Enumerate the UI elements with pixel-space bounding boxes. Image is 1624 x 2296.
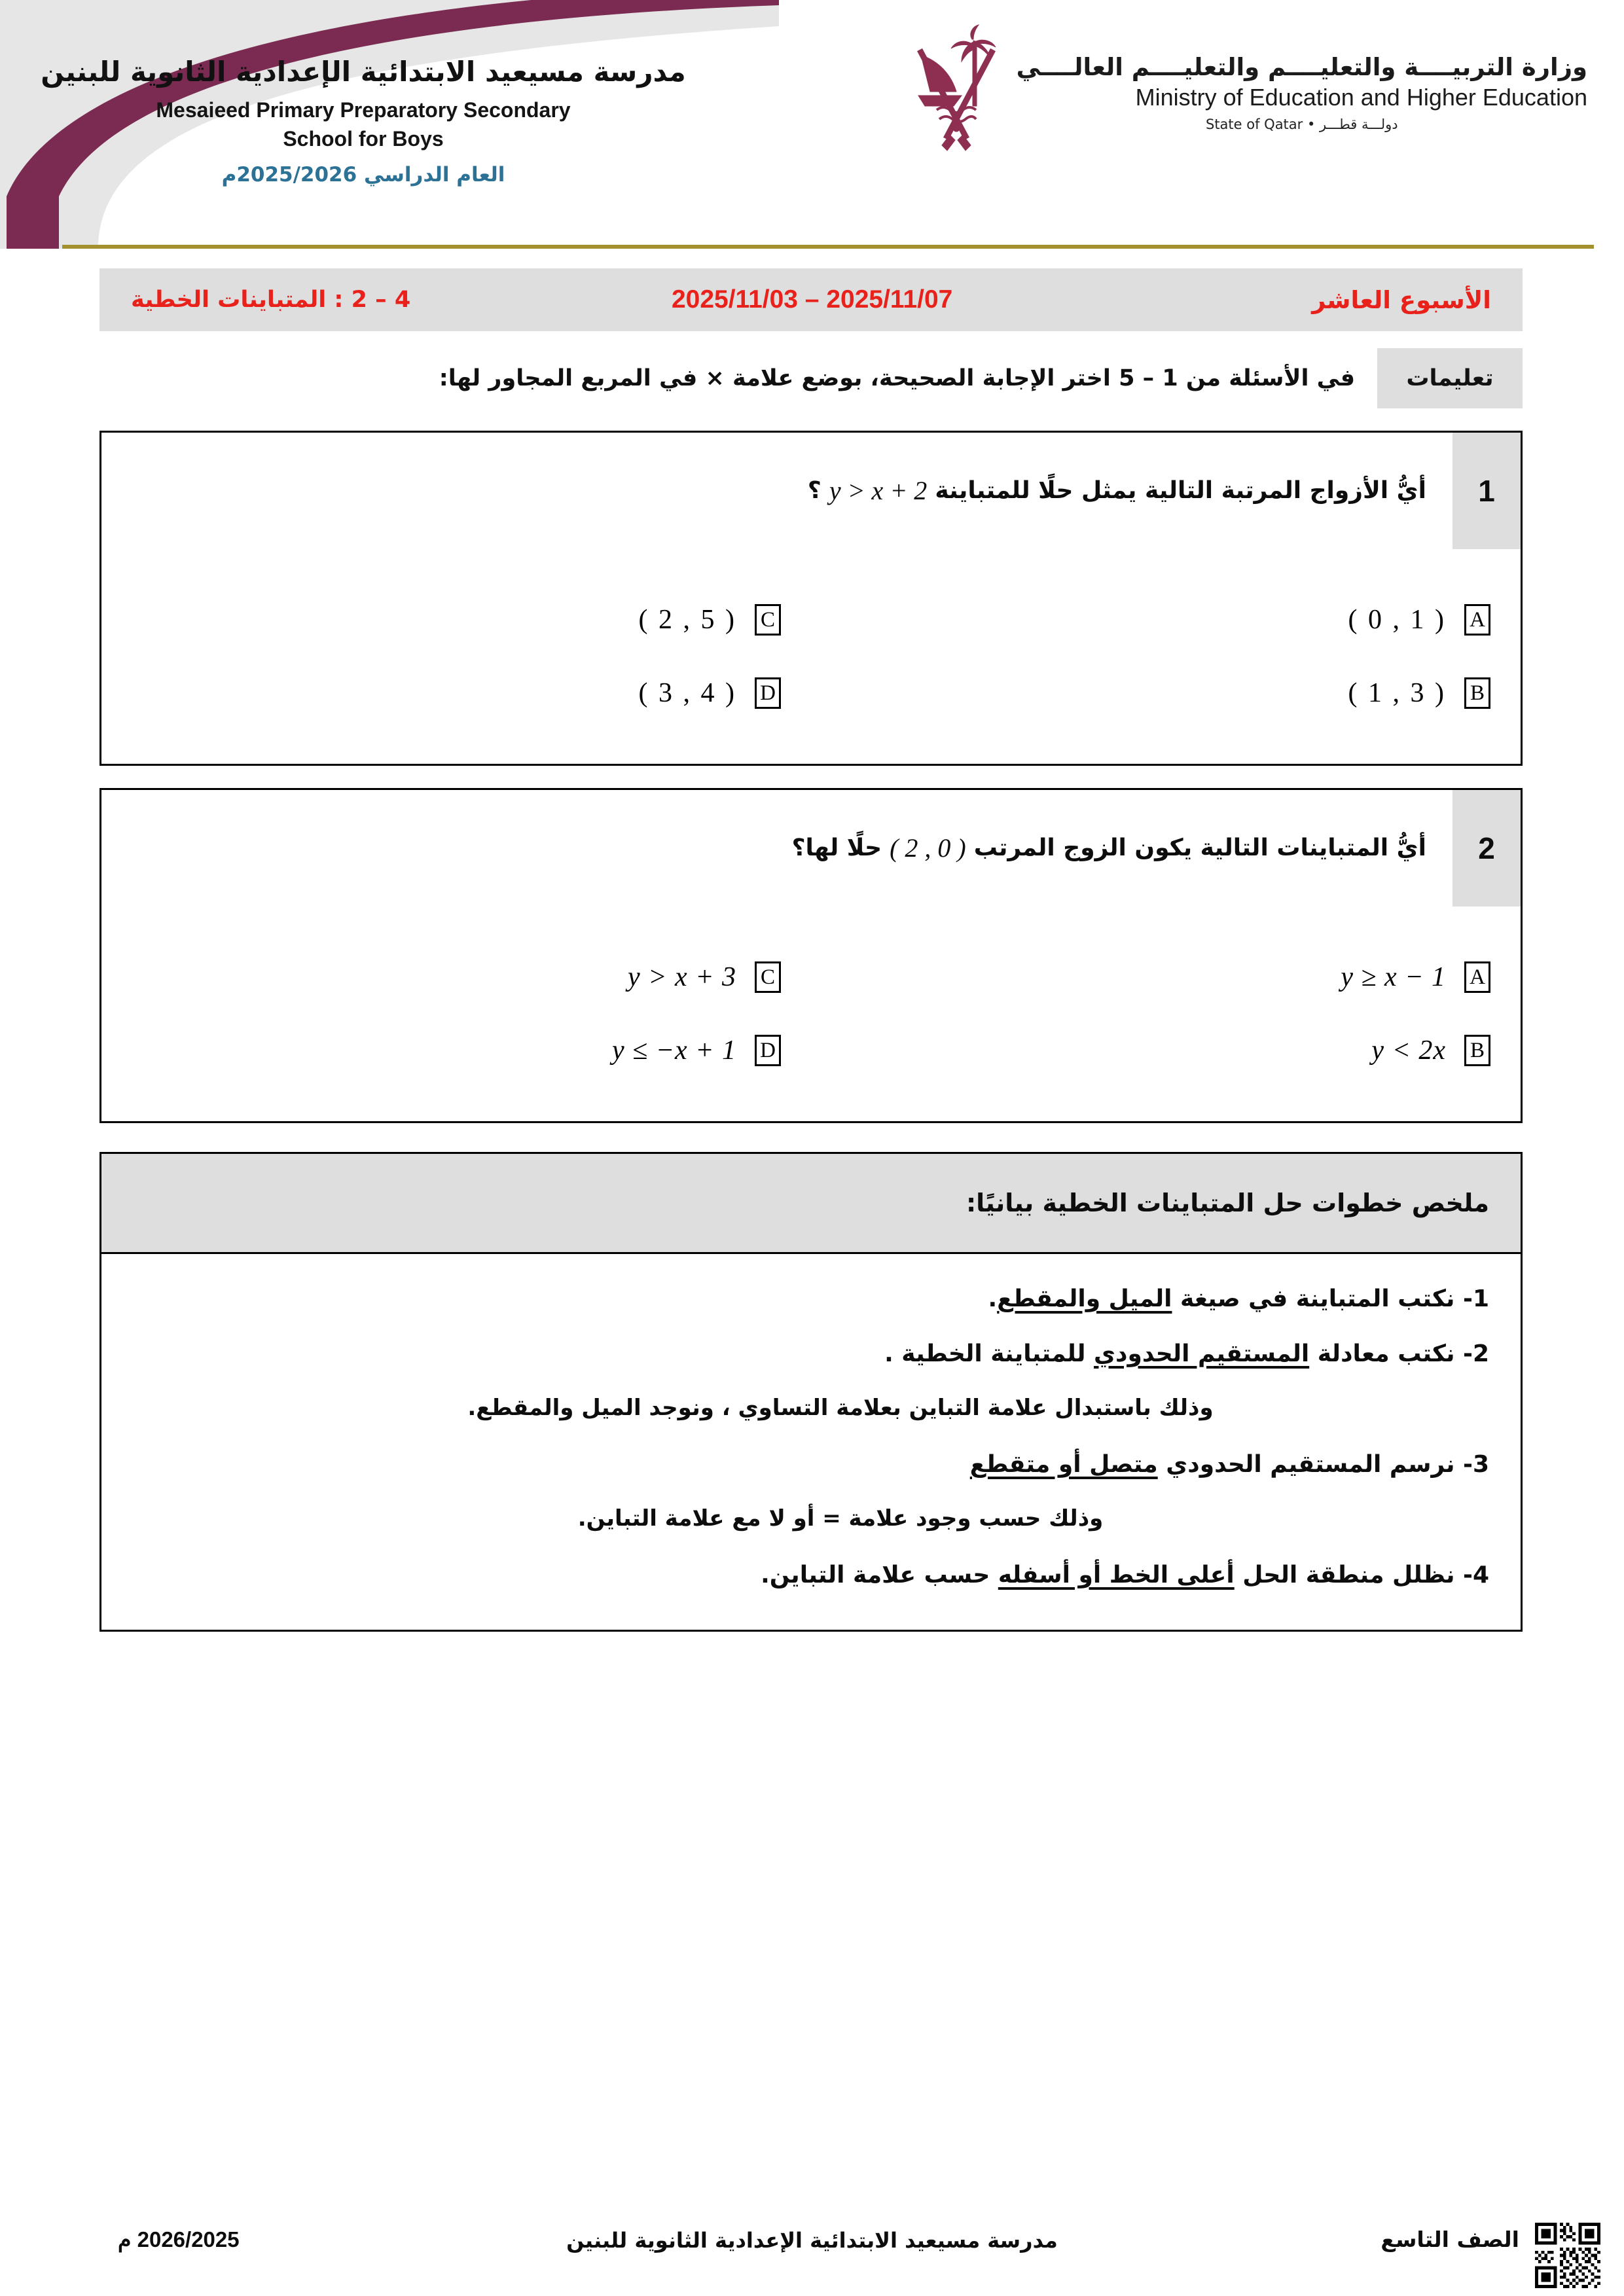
week-date-range: 2025/11/03 – 2025/11/07 [671,285,953,314]
question-math-expression: ( 2 , 0 ) [890,833,966,863]
question-text-after: حلًا لها؟ [791,834,882,861]
ministry-name-english: Ministry of Education and Higher Education [1135,83,1587,111]
option-value-d: y ≤ −x + 1 [611,1035,736,1066]
option-checkbox-b[interactable]: B [1464,677,1490,709]
question-text [101,790,1453,906]
question-text-after: ؟ [807,477,821,504]
question-number: 1 [1453,433,1521,549]
week-label: الأسبوع العاشر [1312,285,1491,314]
option-b[interactable] [811,1014,1521,1087]
question-header [101,433,1521,549]
option-value-b: y < 2x [1371,1035,1446,1066]
school-logo-banner [0,0,779,249]
option-c[interactable] [101,583,811,656]
step-underlined: متصل أو متقطع [969,1451,1158,1478]
option-checkbox-a[interactable]: A [1464,604,1490,636]
option-value-c: ( 2 , 5 ) [638,605,736,635]
option-d[interactable] [101,1014,811,1087]
question-block-1 [99,431,1523,766]
answer-options-grid [101,906,1521,1121]
footer-school-name: مدرسة مسيعيد الابتدائية الإعدادية الثانوية للبنين [566,2228,1058,2253]
option-value-d: ( 3 , 4 ) [638,678,736,708]
option-d[interactable] [101,656,811,730]
question-text-before: أيُّ المتباينات التالية يكون الزوج المرتب [973,834,1426,861]
step-lead: 4- نظلل منطقة الحل [1234,1562,1489,1588]
summary-step-4 [133,1558,1489,1593]
summary-steps-box [99,1252,1523,1632]
state-of-qatar-label: دولـــة قطـــر • State of Qatar [1205,116,1398,132]
option-checkbox-a[interactable]: A [1464,961,1490,993]
school-name-english-line2: School for Boys [283,126,444,151]
summary-step-1 [133,1282,1489,1317]
ministry-name-arabic: وزارة التربيــــة والتعليــــم والتعليــــم العالــــي [1016,52,1587,81]
footer-year-label: 2026/2025 م [118,2227,240,2251]
header-gold-divider [62,245,1594,249]
summary-step-3 [133,1447,1489,1482]
qatar-emblem-icon [911,24,1002,161]
summary-title: ملخص خطوات حل المتباينات الخطية بيانيًا: [965,1189,1489,1217]
school-name-english-line1: Mesaieed Primary Preparatory Secondary [156,98,571,122]
lesson-topic-label: 4 – 2 : المتباينات الخطية [131,287,411,313]
worksheet-body [99,268,1523,1632]
option-value-b: ( 1 , 3 ) [1348,678,1446,708]
question-number: 2 [1453,790,1521,906]
page-footer [0,2217,1624,2296]
instructions-row [99,348,1523,408]
summary-step-2 [133,1336,1489,1372]
school-name-group [0,56,727,187]
step-tail: حسب علامة التباين. [761,1562,998,1588]
option-checkbox-c[interactable]: C [755,961,781,993]
school-name-arabic: مدرسة مسيعيد الابتدائية الإعدادية الثانوية للبنين [41,56,686,88]
academic-year-label: العام الدراسي 2025/2026م [221,163,505,187]
option-value-a: ( 0 , 1 ) [1348,605,1446,635]
option-checkbox-b[interactable]: B [1464,1035,1490,1066]
step-lead: 3- نرسم المستقيم الحدودي [1157,1451,1489,1478]
option-value-a: y ≥ x − 1 [1341,962,1446,992]
option-a[interactable] [811,941,1521,1014]
step-underlined: المستقيم الحدودي [1094,1340,1310,1367]
ministry-text-group [1017,53,1587,132]
option-b[interactable] [811,656,1521,730]
question-text [101,433,1453,549]
question-math-expression: y > x + 2 [829,476,928,505]
question-header [101,790,1521,906]
step-underlined: الميل والمقطع [997,1285,1172,1312]
option-a[interactable] [811,583,1521,656]
summary-title-bar [99,1152,1523,1252]
option-checkbox-d[interactable]: D [755,1035,781,1066]
question-text-before: أيُّ الأزواج المرتبة التالية يمثل حلًا للمتباينة [935,477,1426,504]
question-block-2 [99,788,1523,1123]
option-value-c: y > x + 3 [628,962,736,992]
summary-step-2-note: وذلك باستبدال علامة التباين بعلامة التساوي ، ونوجد الميل والمقطع. [467,1395,1214,1421]
footer-grade-label: الصف التاسع [1380,2227,1519,2252]
step-underlined: أعلى الخط أو أسفله [998,1562,1235,1588]
option-checkbox-d[interactable]: D [755,677,781,709]
step-lead: 1- نكتب المتباينة في صيغة [1172,1285,1489,1312]
summary-step-3-note: وذلك حسب وجود علامة = أو لا مع علامة التباين. [577,1505,1104,1532]
qr-code-icon [1535,2223,1600,2288]
week-info-bar [99,268,1523,331]
step-tail: للمتباينة الخطية . [884,1340,1094,1367]
step-tail: . [988,1285,998,1312]
instructions-label: تعليمات [1377,348,1523,408]
instructions-text: في الأسئلة من 1 – 5 اختر الإجابة الصحيحة، بوضع علامة × في المربع المجاور لها: [439,365,1355,391]
step-lead: 2- نكتب معادلة [1309,1340,1489,1367]
answer-options-grid [101,549,1521,764]
page-header [0,0,1624,249]
option-checkbox-c[interactable]: C [755,604,781,636]
ministry-logo-group [911,24,1587,161]
option-c[interactable] [101,941,811,1014]
